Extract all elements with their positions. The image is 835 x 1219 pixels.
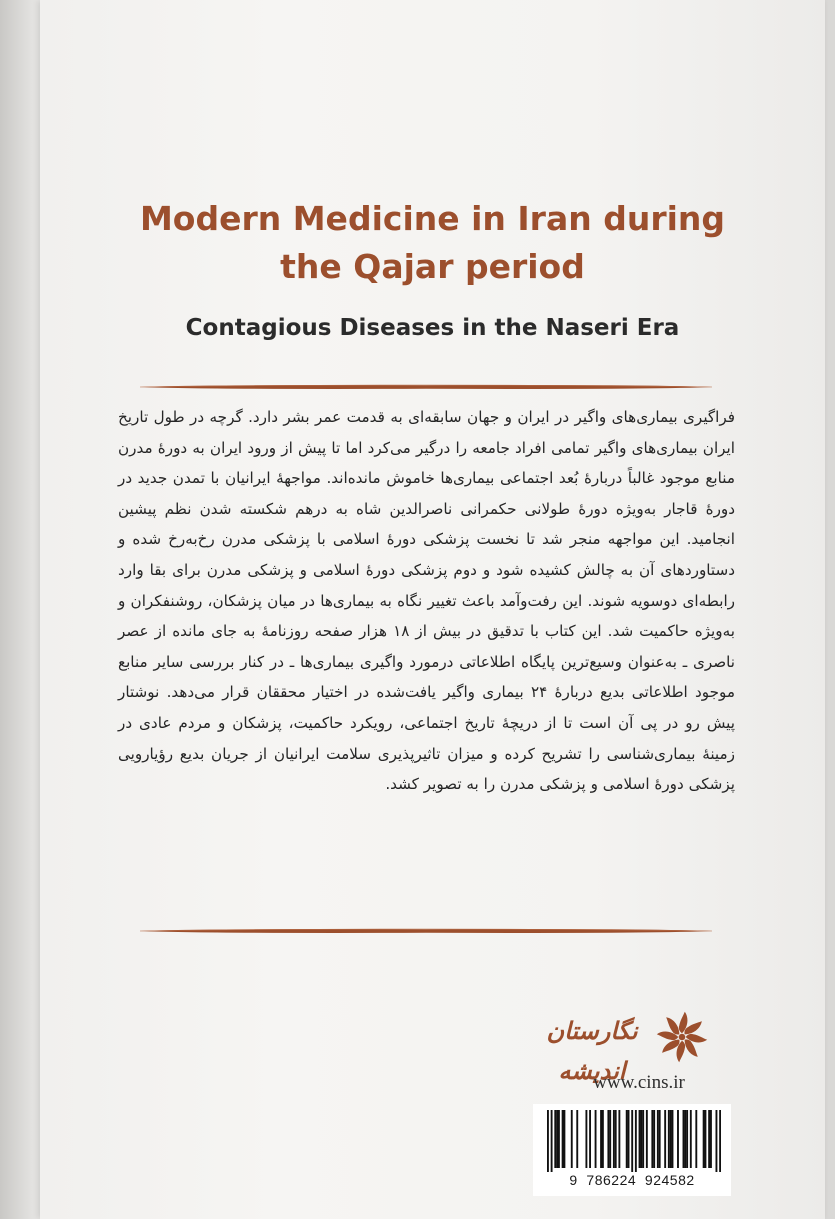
barcode xyxy=(533,1104,731,1196)
barcode-bar xyxy=(600,1110,602,1168)
barcode-bar xyxy=(628,1110,630,1168)
barcode-bar xyxy=(585,1110,587,1168)
barcode-bar xyxy=(554,1110,556,1168)
barcode-bar xyxy=(672,1110,674,1168)
barcode-bar xyxy=(602,1110,604,1168)
barcode-bar xyxy=(639,1110,641,1168)
barcode-bar xyxy=(664,1110,666,1168)
barcode-bar xyxy=(651,1110,653,1168)
barcode-bar xyxy=(571,1110,573,1168)
barcode-bar xyxy=(659,1110,661,1168)
blurb-text: فراگیری بیماری‌های واگیر در ایران و جهان سابقه‌ای به قدمت عمر بشر دارد. گرچه در طول تاریخ ایران بیماری‌های واگیر تمامی افراد جامعه را درگیر می‌کرد اما تا پیش از ورود ایران به دورهٔ مدرن منابع موجود غالباً دربارهٔ بُعد اجتماعی بیماری‌ها خاموش مانده‌اند. مواجههٔ ایرانیان با تمدن جدید در دورهٔ قاجار به‌ویژه دورهٔ طولانی حکمرانی ناصرالدین شاه به درهم شکسته شدن نظم پیشین انجامید. این مواجهه منجر شد تا نخست پزشکی دورهٔ اسلامی با پزشکی مدرن رخ‌به‌رخ شده و دستاوردهای آن به چالش کشیده شود و دوم پزشکی دورهٔ اسلامی و پزشکی مدرن برای بقا وارد رابطه‌ای دوسویه شوند. این رفت‌وآمد باعث تغییر نگاه به بیماری‌ها در میان پزشکان، روشنفکران و به‌ویژه حاکمیت شد. این کتاب با تدقیق در بیش از ۱۸ هزار صفحه روزنامهٔ به جای مانده از عصر ناصری ـ به‌عنوان وسیع‌ترین پایگاه اطلاعاتی درمورد واگیری بیماری‌ها ـ در کنار بررسی سایر منابع موجود اطلاعاتی بدیع دربارهٔ ۲۴ بیماری واگیر یافت‌شده در اختیار محققان قرار می‌دهد. نوشتار پیش رو در پی آن است تا از دریچهٔ تاریخ اجتماعی، رویکرد حاکمیت، پزشکان و مردم عادی در زمینهٔ بیماری‌شناسی را تشریح کرده و میزان تاثیرپذیری سلامت ایرانیان از جریان بدیع رؤیارویی پزشکی دورهٔ اسلامی و پزشکی مدرن را به تصویر کشد. xyxy=(118,408,735,794)
barcode-bar xyxy=(686,1110,688,1168)
bottom-divider xyxy=(140,926,712,936)
barcode-bar xyxy=(640,1110,642,1168)
barcode-bar xyxy=(657,1110,659,1168)
barcode-bar xyxy=(695,1110,697,1168)
barcode-bar xyxy=(547,1110,549,1172)
barcode-bar xyxy=(551,1110,553,1172)
barcode-bar xyxy=(710,1110,712,1168)
barcode-bar xyxy=(653,1110,655,1168)
barcode-bar xyxy=(683,1110,685,1168)
barcode-bar xyxy=(705,1110,707,1168)
barcode-bar xyxy=(609,1110,611,1168)
isbn-number: 9 786224 924582 xyxy=(569,1172,695,1188)
spine-shadow xyxy=(0,0,44,1219)
barcode-bar xyxy=(719,1110,721,1172)
barcode-bar xyxy=(642,1110,644,1168)
barcode-bar xyxy=(563,1110,565,1168)
barcode-bar xyxy=(615,1110,617,1168)
barcode-bar xyxy=(716,1110,718,1172)
star-flower-icon xyxy=(654,1009,710,1065)
barcode-bar xyxy=(668,1110,670,1168)
barcode-bar xyxy=(595,1110,597,1168)
barcode-bar xyxy=(562,1110,564,1168)
barcode-bar xyxy=(558,1110,560,1168)
barcode-bar xyxy=(631,1110,633,1172)
barcode-bar xyxy=(708,1110,710,1168)
barcode-bar xyxy=(618,1110,620,1168)
barcode-bar xyxy=(589,1110,591,1168)
barcode-bar xyxy=(576,1110,578,1168)
barcode-bars xyxy=(547,1110,721,1172)
barcode-bar xyxy=(613,1110,615,1168)
title-line-2: the Qajar period xyxy=(280,247,585,286)
barcode-bar xyxy=(635,1110,637,1172)
publisher-website: www.cins.ir xyxy=(593,1072,685,1093)
subtitle: Contagious Diseases in the Naseri Era xyxy=(185,315,680,341)
barcode-bar xyxy=(626,1110,628,1168)
title-line-1: Modern Medicine in Iran during xyxy=(139,199,726,238)
barcode-bar xyxy=(677,1110,679,1168)
barcode-bar xyxy=(703,1110,705,1168)
barcode-bar xyxy=(670,1110,672,1168)
barcode-bar xyxy=(607,1110,609,1168)
barcode-bar xyxy=(646,1110,648,1168)
top-divider xyxy=(140,382,712,392)
barcode-bar xyxy=(690,1110,692,1168)
barcode-bar xyxy=(684,1110,686,1168)
publisher-name: نگارستان اندیشه xyxy=(546,1016,638,1085)
barcode-bar xyxy=(556,1110,558,1168)
